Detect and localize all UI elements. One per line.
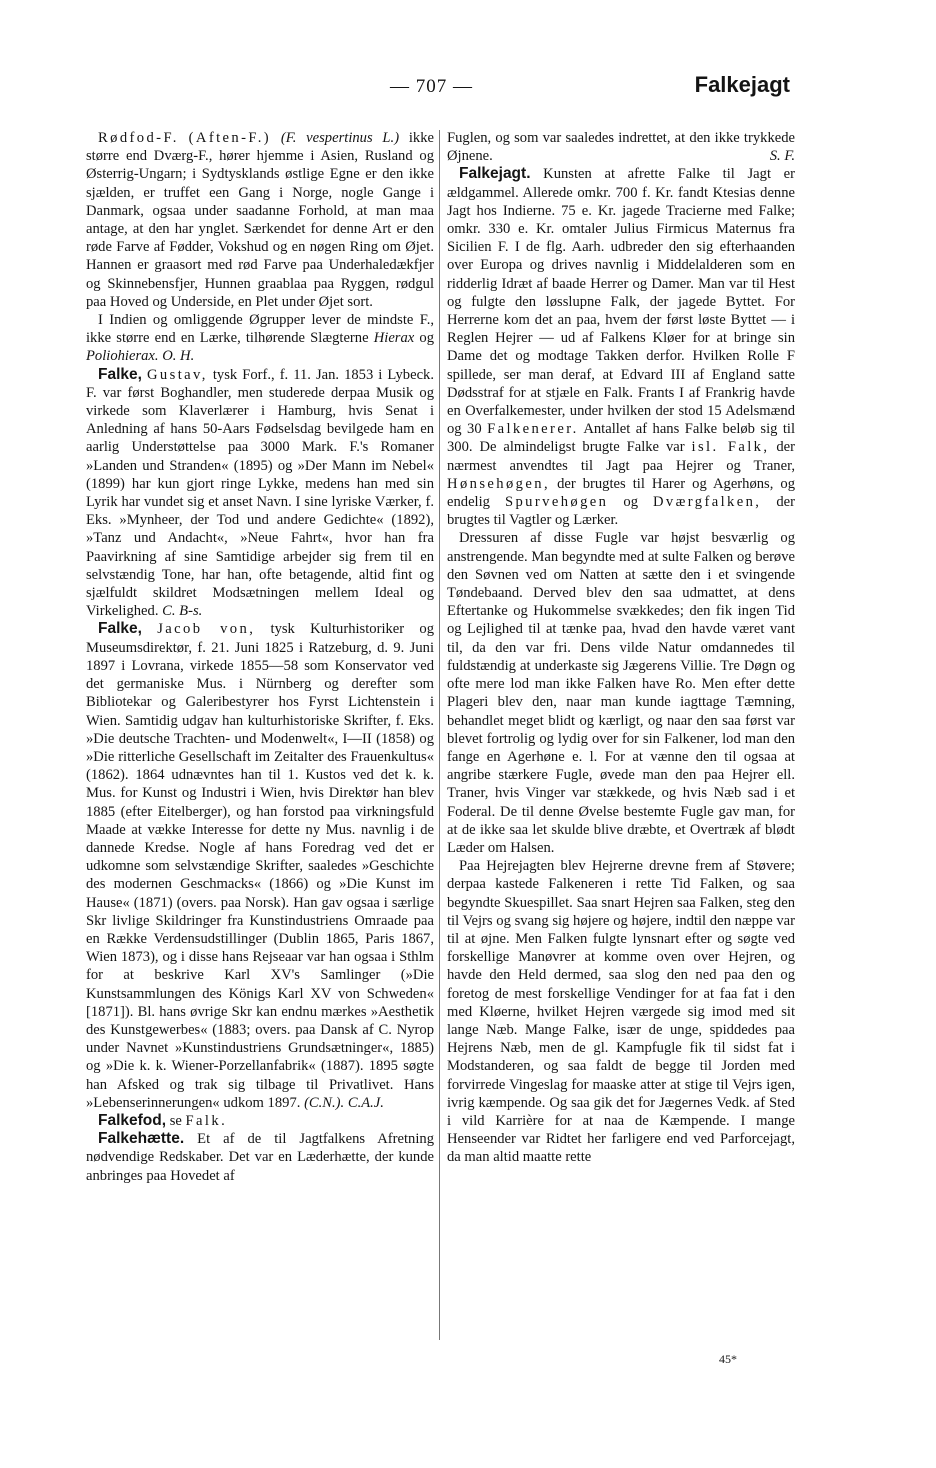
cross-reference: Falk. [185, 1112, 228, 1129]
entry-text: der nærmest anvendtes til Jagt paa Hejrer og Traner, [447, 439, 795, 474]
spaced-term: Spurvehøgen [504, 494, 609, 511]
entry-falkehaette-continued [447, 129, 795, 165]
spaced-term: Hønsehøgen, [447, 475, 551, 492]
left-column [86, 129, 434, 1185]
page-header [60, 72, 790, 106]
entry-text: tysk Kulturhistoriker og Museumsdirektør, f. 21. Juni 1825 i Ratzeburg, d. 9. Juni 1897 i Lovrana, virkede 1855—58 som Konservator ved det germaniske Mus. i Nürnberg og derefter som Bibliotekar og Galeribestyrer hos Fyrst Lichtenstein i Wien. Samtidig udgav han kulturhistoriske Skrifter, f. Eks. »Die deutsche Trachten- und Modenwelt«, I—II (1858) og »Die ritterliche Gesellschaft im Zeitalter des Frauenkultus« (1862). 1864 udnævntes han til 1. Kustos ved det k. k. Mus. for Kunst og Industri i Wien, hvis Direktør han blev 1885 (efter Eitelberger), og han forstod paa virkningsfuld Maade at vække Interesse for dette ny Mus. navnlig i de dannede Kredse. Nogle af hans Foredrag ved det er udkomne som selvstændige Skrifter, saaledes »Geschichte des modernen Geschmacks« (1866) og »Die Kunst im Hause« (1871) (overs. paa Norsk). Han gav ogsaa i særlige Skr livlige Skildringer fra Kunstindustriens Omraade paa en Række Verdensudstillinger (Dublin 1865, Paris 1867, Wien 1873), og i disse hans Rejseaar var han ogsaa i Sthlm for at beskrive Karl XV's Samlinger (»Die Kunstsammlungen des Königs Karl XV von Schweden« [1871]). Bl. hans øvrige Skr kan endnu mærkes »Aesthetik des Kunstgewerbes« (1883; overs. paa Dansk af C. Nyrop under Navnet »Kunstindustriens Grundsætninger«, 1885) og »Die k. k. Wiener-Porzellanfabrik« (1887). 1895 søgte han Afsked og trak sig tilbage til Privatlivet. Hans »Lebenserinnerungen« udkom 1897. [86, 621, 434, 1111]
headword: Falkefod, [98, 1111, 167, 1129]
entry-falkefod [86, 1112, 434, 1130]
genus-name: Poliohierax. [86, 348, 159, 365]
column-divider [439, 130, 440, 1340]
running-head: Falkejagt [694, 72, 790, 97]
page-number: — 707 — [390, 76, 473, 97]
genus-name: Hierax [373, 330, 415, 347]
headword: Falke, [98, 620, 142, 638]
author-signature: C. B-s. [162, 603, 203, 620]
entry-text: tysk Forf., f. 11. Jan. 1853 i Lybeck. F. var først Boghandler, men studerede derpaa Musik og virkede som Klaverlærer i Hamburg, hvis Senat i Anledning af hans 50-Aars Fødselsdag bevilgede ham en aarlig Understøttelse paa 3000 Mark. F.'s Romaner »Landen und Stranden« (1895) og »Der Mann im Nebel« (1899) har kun gjort ringe Lykke, medens han med sin Lyrik har vundet sig et anset Navn. I sine lyriske Værker, f. Eks. »Mynheer, der Tod und andere Gedichte« (1892), »Tanz und Andacht«, »Neue Fahrt«, hvor han fra Paavirkning af sine Samtidige arbejder sig frem til en selvstændig Tone, har han, ofte betagende, altid fint og sjælfuldt skildret Modsætningen mellem Ideal og Virkelighed. [86, 366, 434, 620]
entry-latin-name: (F. vespertinus L.) [280, 130, 400, 146]
entry-falkejagt [447, 165, 795, 529]
paragraph-hejrejagten [447, 857, 795, 1166]
entry-text: se [169, 1112, 182, 1129]
headword: Falkehætte. [98, 1130, 185, 1148]
conjunction: og [419, 330, 434, 347]
author-signature: S. F. [769, 148, 795, 165]
entry-text: Paa Hejrejagten blev Hejrerne drevne frem af Støvere; derpaa kastede Falkeneren i rette Tid Falken, og saa begyndte Skuespillet. Saa snart Hejren saa Falken, steg den til Vejrs og svang sig højere og højere, indtil den næppe var til at øjne. Men Falken fulgte lynsnart efter og søgte ved forskellige Manøvrer at komme oven over Hejren, og havde den Held dermed, saa slog den ned paa den og foretog de mest forskellige Vendinger for at faa fat i den med Kløerne, hvilket Hejren værgede sig imod med sit lange Næb. Mange Falke, især de unge, spiddedes paa Hejrens Næb, men de gl. Kampfugle fik til sidst fat i Modstanderen, og saa faldt de begge til Jorden med forvirrede Vingeslag for maaske atter at stige til Vejrs igen, ivrig kæmpende. Og saa gik det for Jægernes Vedk. af Sted i vild Karrière for at naa de Kæmpende. I mange Henseender var Ridtet her farligere end ved Parforcejagt, da man altid maatte rette [447, 858, 795, 1166]
sheet-signature-mark: 45* [719, 1352, 737, 1366]
paragraph-indien [86, 311, 434, 366]
given-name: Jacob von, [157, 621, 256, 638]
entry-text: Kunsten at afrette Falke til Jagt er ældgammel. Allerede omkr. 700 f. Kr. fandt Ktesias denne Jagt hos Indierne. 75 e. Kr. jagede Tracierne med Falke; omkr. 330 e. Kr. omtaler Julius Firmicus Maternus fra Sicilien F. I de flg. Aarh. udbreder den sig efterhaanden over Europa og drives navnlig i Middelalderen som en ridderlig Idræt af baade Herrer og Damer. Man var til Hest og fulgte den løsslupne Falk, der jagede Byttet. For Herrerne kom det an paa, hvem der først løste Byttet — i Reglen Hejrer — ud af Falkens Kløer for at bringe sin Dame det og modtage Takken derfor. Hvilken Rolle F spillede, ser man deraf, at Edvard III af England satte Dødsstraf for at stjæle en Falk. Frants I af Frankrig havde en Overfalkemester, under hvilken der stod 15 Adelsmænd og 30 [447, 166, 795, 438]
entry-falke-jacob [86, 620, 434, 1111]
paragraph-dressuren [447, 529, 795, 857]
right-column [447, 129, 795, 1167]
entry-text: ikke større end Dværg-F., hører hjemme i Asien, Rusland og Østerrig-Ungarn; i Sydtysklands østlige Egne er den ikke sjælden, er truffet een Gang i Norge, nogle Gange i Danmark, ogsaa under saadanne Forhold, at man maa antage, at den har ynglet. Særkendet for denne Art er den røde Farve af Fødder, Vokshud og en nøgen Ring om Øjet. Hannen er graasort med rød Farve paa Underhaledækfjer og Skinnebensfjer, Hunnen graablaa paa Ryggen, rødgul paa Hoved og Underside, en Plet under Øjet sort. [86, 130, 434, 310]
entry-alt-term: (Aften-F.) [188, 130, 272, 146]
entry-text: Et af de til Jagtfalkens Afretning nødvendige Redskaber. Det var en Læderhætte, der kunde anbringes paa Hovedet af [86, 1131, 434, 1184]
author-signature: O. H. [162, 348, 195, 365]
entry-text: Fuglen, og som var saaledes indrettet, at den ikke trykkede Øjnene. [447, 130, 795, 165]
entry-text: I Indien og omliggende Øgrupper lever de mindste F., ikke større end en Lærke, tilhørende Slægterne [86, 312, 434, 347]
given-name: Gustav, [146, 366, 208, 383]
headword: Falkejagt. [459, 165, 531, 183]
entry-text: der brugtes til Harer og Agerhøns, og endelig [447, 475, 796, 511]
spaced-term: isl. Falk, [691, 439, 770, 456]
entry-rodfod [86, 129, 434, 311]
spaced-term: Falkenerer. [487, 421, 579, 438]
entry-falkehaette [86, 1130, 434, 1185]
entry-falke-gustav [86, 366, 434, 621]
conjunction: og [623, 494, 638, 511]
entry-term: Rødfod-F. [98, 130, 179, 146]
headword: Falke, [98, 365, 142, 383]
entry-text: Dressuren af disse Fugle var højst besværlig og anstrengende. Man begyndte med at sulte Falken og berøve den Søvnen ved om Natten at sætte den i et svingende Tøndebaand. Derved blev den saa udmattet, at dens Eftertanke og Hukommelse svækkedes; den fik ingen Tid og Lejlighed til at tænke paa, hvad den havde været vant til, da den var fri. Dens vilde Natur omdannedes til fuldstændig at underkaste sig Jægerens Villie. Tre Døgn og ofte mere lod man ikke Falken have Ro. Men efter dette Plageri blev den, naar man kunde iagttage Tæmning, behandlet meget blidt og kærligt, og naar den saa først var blevet fortrolig og lydig over for sin Falkener, lod man den fange en Agerhøne e. l. For at vænne den til ogsaa at angribe stærkere Fugle, øvede man den paa Hejrer ell. Traner, hvis Vinger var stækkede, og hvis Næb sad i et Foderal. De til denne Øvelse bestemte Fugle gav man, for at de ikke saa let skulde blive dræbte, et Overtræk af blødt Læder om Halsen. [447, 530, 795, 856]
spaced-term: Dværgfalken, [652, 494, 762, 511]
entry-text: der brugtes til Vagtler og Lærker. [447, 494, 795, 529]
author-signature: (C.N.). C.A.J. [304, 1094, 384, 1111]
entry-text: Antallet af hans Falke beløb sig til 300. De almindeligst brugte Falke var [447, 421, 796, 456]
